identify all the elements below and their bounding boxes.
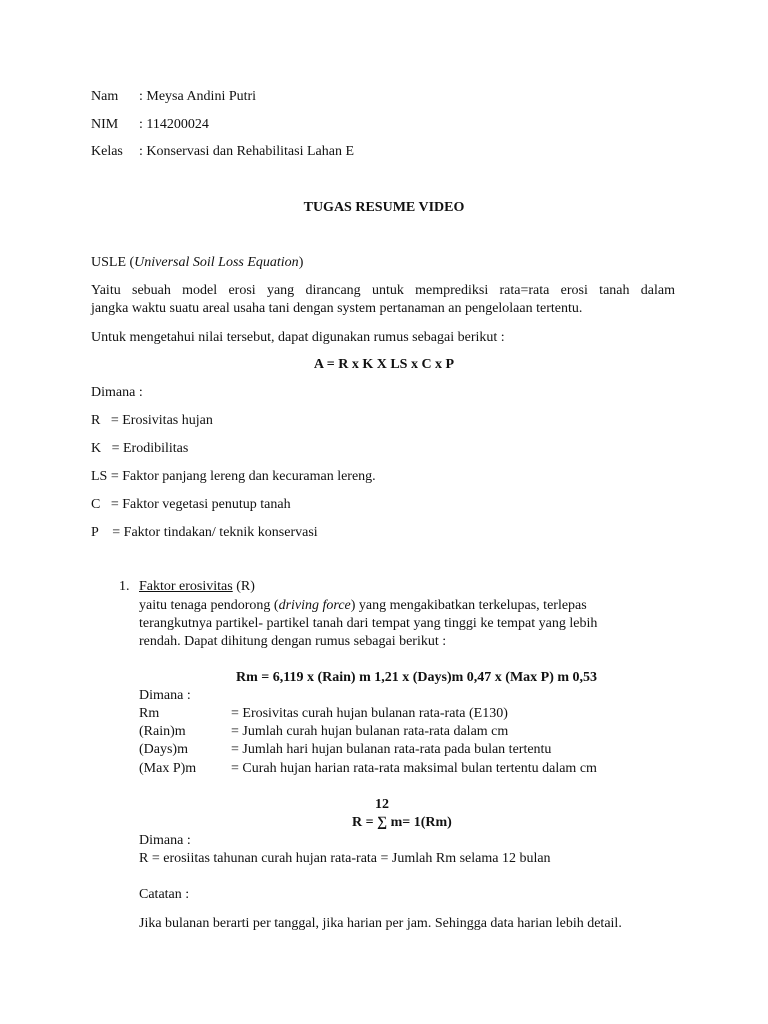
usle-prefix: USLE ( <box>91 255 135 270</box>
section1-line1 <box>139 597 587 615</box>
def-term-rm: Rm <box>139 706 160 721</box>
def-term-days: (Days)m <box>139 742 188 757</box>
section1-dimana: Dimana : <box>139 688 191 703</box>
usle-desc-line1: Yaitu sebuah model erosi yang dirancang untuk memprediksi rata=rata erosi tanah dalam <box>91 283 675 298</box>
usle-dimana: Dimana : <box>91 385 143 400</box>
def-desc-maxp: = Curah hujan harian rata-rata maksimal bulan tertentu dalam cm <box>231 761 597 776</box>
usle-formula: A = R x K X LS x C x P <box>313 357 455 372</box>
section1-line3: rendah. Dapat dihitung dengan rumus sebagai berikut : <box>139 634 447 649</box>
var-ls: LS = Faktor panjang lereng dan kecuraman lereng. <box>91 469 376 484</box>
usle-intro: Untuk mengetahui nilai tersebut, dapat digunakan rumus sebagai berikut : <box>91 330 505 345</box>
def-desc-days: = Jumlah hari hujan bulanan rata-rata pada bulan tertentu <box>231 742 552 757</box>
section1-line1-post: ) yang mengakibatkan terkelupas, terlepas <box>350 598 587 613</box>
nim-label: NIM <box>91 117 119 132</box>
r-definition: R = erosiitas tahunan curah hujan rata-rata = Jumlah Rm selama 12 bulan <box>139 851 551 866</box>
sum-upper-limit: 12 <box>375 797 389 812</box>
def-term-maxp: (Max P)m <box>139 761 197 776</box>
usle-italic: Universal Soil Loss Equation <box>134 255 299 270</box>
section1-number: 1. <box>119 579 130 594</box>
kelas-value: : Konservasi dan Rehabilitasi Lahan E <box>139 144 354 159</box>
def-desc-rm: = Erosivitas curah hujan bulanan rata-rata (E130) <box>231 706 508 721</box>
def-desc-rain: = Jumlah curah hujan bulanan rata-rata dalam cm <box>231 724 509 739</box>
name-label: Nam <box>91 89 119 104</box>
section1-line2: terangkutnya partikel- partikel tanah dari tempat yang tinggi ke tempat yang lebih <box>139 616 598 631</box>
section1-heading-rest: (R) <box>232 579 255 594</box>
rm-formula: Rm = 6,119 x (Rain) m 1,21 x (Days)m 0,47 x (Max P) m 0,53 <box>236 670 598 685</box>
sum-formula: R = ∑ m= 1(Rm) <box>352 815 452 830</box>
document-title: TUGAS RESUME VIDEO <box>303 200 465 215</box>
catatan-note: Jika bulanan berarti per tanggal, jika harian per jam. Sehingga data harian lebih detail. <box>139 916 622 931</box>
section1-line1-italic: driving force <box>278 598 351 613</box>
usle-suffix: ) <box>298 255 304 270</box>
section1-heading-underlined: Faktor erosivitas <box>139 579 233 594</box>
var-p: P = Faktor tindakan/ teknik konservasi <box>91 525 318 540</box>
nim-value: : 114200024 <box>139 117 209 132</box>
section1-line1-pre: yaitu tenaga pendorong ( <box>139 598 279 613</box>
var-k: K = Erodibilitas <box>91 441 189 456</box>
catatan-label: Catatan : <box>139 887 190 902</box>
def-term-rain: (Rain)m <box>139 724 186 739</box>
var-r: R = Erosivitas hujan <box>91 413 213 428</box>
var-c: C = Faktor vegetasi penutup tanah <box>91 497 291 512</box>
kelas-label: Kelas <box>91 144 123 159</box>
section1-dimana2: Dimana : <box>139 833 191 848</box>
usle-heading <box>91 254 303 272</box>
name-value: : Meysa Andini Putri <box>139 89 257 104</box>
section1-heading <box>139 578 255 596</box>
usle-desc-line2: jangka waktu suatu areal usaha tani dengan system pertanaman an pengelolaan tertentu. <box>91 301 583 316</box>
